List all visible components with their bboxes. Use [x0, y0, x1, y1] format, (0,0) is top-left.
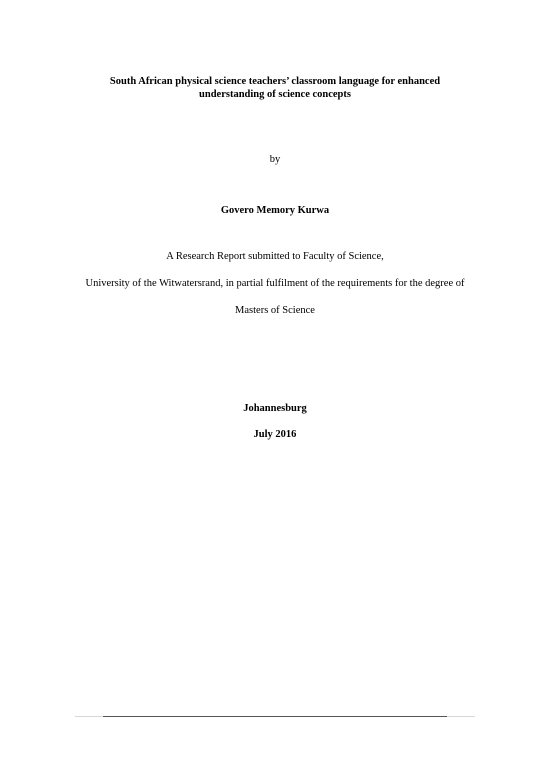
- submission-date: July 2016: [253, 429, 297, 440]
- by-label: by: [269, 154, 281, 165]
- author-name: Govero Memory Kurwa: [220, 205, 330, 216]
- submission-statement-line-1: A Research Report submitted to Faculty of Science,: [166, 251, 384, 262]
- footer-divider: [103, 716, 447, 717]
- degree-name: Masters of Science: [235, 305, 315, 316]
- thesis-title-line-2: understanding of science concepts: [199, 89, 351, 100]
- place-of-submission: Johannesburg: [243, 403, 307, 414]
- thesis-title-line-1: South African physical science teachers’ classroom language for enhanced: [109, 76, 441, 87]
- submission-statement-line-2: University of the Witwatersrand, in partial fulfilment of the requirements for the degree of: [85, 278, 465, 289]
